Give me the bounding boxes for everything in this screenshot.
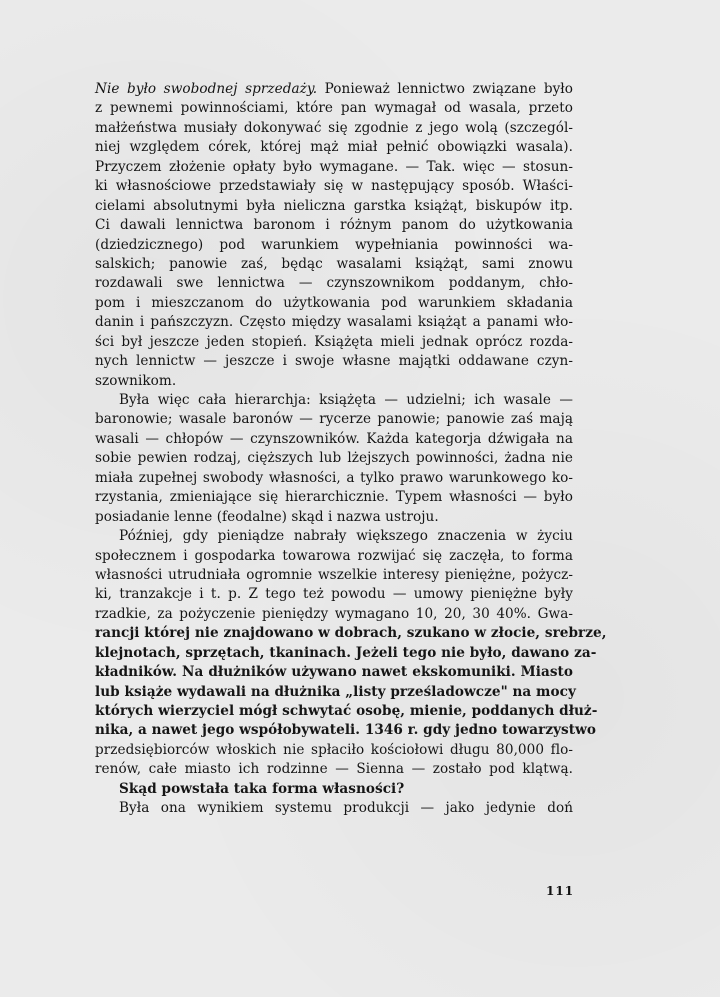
text-line: wasali — chłopów — czynszowników. Każda kategorja dźwigała na: [95, 430, 573, 447]
text-line: Ci dawali lennictwa baronom i różnym panom do użytkowania: [95, 217, 573, 234]
text-line: Była więc cała hierarchja: książęta — udzielni; ich wasale —: [119, 392, 573, 408]
text-line: przedsiębiorców włoskich nie spłaciło kościołowi długu 80,000 flo-: [95, 741, 573, 758]
text-line: ki własnościowe przedstawiały się w następujący sposób. Właści-: [95, 178, 573, 195]
text-line: nych lennictw — jeszcze i swoje własne majątki oddawane czyn-: [95, 353, 573, 370]
text-line: nika, a nawet jego współobywateli. 1346 r. gdy jedno towarzystwo: [95, 722, 596, 739]
text-line: ki, tranzakcje i t. p. Z tego też powodu — umowy pieniężne były: [95, 586, 573, 603]
text-line: baronowie; wasale baronów — rycerze panowie; panowie zaś mają: [95, 411, 573, 428]
text-line: własności utrudniała ogromnie wszelkie interesy pieniężne, pożycz-: [95, 566, 573, 583]
text-line: szownikom.: [95, 372, 177, 389]
text-line: z pewnemi powinnościami, które pan wymagał od wasala, przeto: [95, 100, 573, 117]
text-line: posiadanie lenne (feodalne) skąd i nazwa ustroju.: [95, 508, 439, 525]
text-line: cielami absolutnymi była nieliczna garstka książąt, biskupów itp.: [95, 197, 573, 214]
text-line: Była ona wynikiem systemu produkcji — jako jedynie doń: [119, 800, 573, 817]
text-line: danin i pańszczyzn. Często między wasalami książąt a panami wło-: [95, 314, 573, 331]
page-number: 111: [546, 884, 575, 898]
text-line: lub książe wydawali na dłużnika „listy prześladowcze" na mocy: [95, 683, 576, 700]
text-line: sobie pewien rodzaj, cięższych lub lżejszych powinności, żadna nie: [95, 450, 573, 467]
text-line: rzadkie, za pożyczenie pieniędzy wymagano 10, 20, 30 40%. Gwa-: [95, 605, 573, 622]
text-line: Przyczem złożenie opłaty było wymagane. — Tak. więc — stosun-: [95, 158, 573, 175]
text-line: Później, gdy pieniądze nabrały większego znaczenia w życiu: [119, 528, 573, 545]
text-line: klejnotach, sprzętach, tkaninach. Jeżeli tego nie było, dawano za-: [95, 644, 597, 661]
text-line: których wierzyciel mógł schwytać osobę, mienie, poddanych dłuż-: [95, 703, 598, 719]
text-line: społecznem i gospodarka towarowa rozwijać się zaczęła, to forma: [95, 547, 573, 564]
text-line: miała zupełnej swobody własności, a tylko prawo warunkowego ko-: [95, 469, 573, 486]
text-line: małżeństwa musiały dokonywać się zgodnie z jego wolą (szczegól-: [95, 119, 573, 136]
italic-lead: Nie było swobodnej sprzedaży.: [95, 81, 318, 97]
text-line: niej względem córek, której mąż miał pełnić obowiązki wasala).: [95, 139, 573, 156]
text-line: Nie było swobodnej sprzedaży. Ponieważ lennictwo związane było: [95, 81, 573, 97]
text-line: renów, całe miasto ich rodzinne — Sienna — zostało pod klątwą.: [95, 761, 573, 778]
text-line: pom i mieszczanom do użytkowania pod warunkiem składania: [95, 294, 573, 311]
text-line: rancji której nie znajdowano w dobrach, szukano w złocie, srebrze,: [95, 625, 607, 642]
text-line: rozdawali swe lennictwa — czynszownikom poddanym, chło-: [95, 275, 573, 292]
text-line: rzystania, zmieniające się hierarchicznie. Typem własności — było: [95, 489, 573, 506]
body-text: [95, 80, 607, 819]
section-question: Skąd powstała taka forma własności?: [119, 780, 405, 797]
text-line: salskich; panowie zaś, będąc wasalami książąt, sami znowu: [95, 255, 573, 272]
text-line: kładników. Na dłużników używano nawet ekskomuniki. Miasto: [95, 664, 573, 681]
text-line: ści był jeszcze jeden stopień. Książęta mieli jednak oprócz rozda-: [95, 333, 573, 350]
text-line: (dziedzicznego) pod warunkiem wypełniania powinności wa-: [95, 236, 573, 253]
